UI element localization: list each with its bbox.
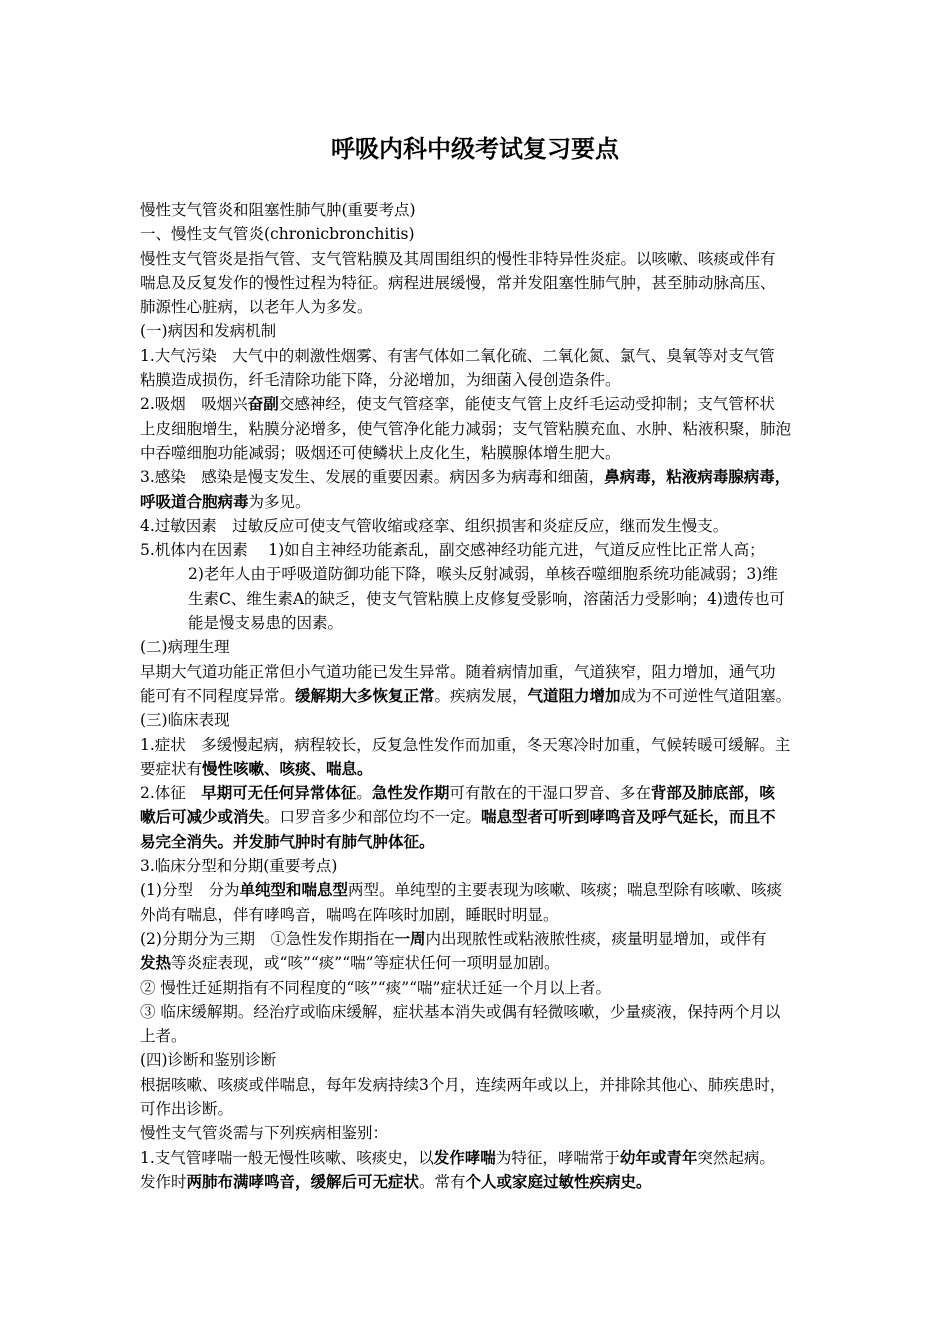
bold-text: 急性发作期 (371, 783, 450, 803)
text-segment: 。 (356, 784, 372, 803)
text-line (140, 1073, 820, 1097)
text-segment: 生素C、维生素A的缺乏，使支气管粘膜上皮修复受影响，溶菌活力受影响；4)遗传也可 (188, 589, 785, 608)
text-segment: 2.体征 (140, 784, 202, 803)
text-line (140, 611, 820, 635)
text-segment: 粘膜造成损伤，纤毛清除功能下降，分泌增加，为细菌入侵创造条件。 (140, 371, 621, 390)
text-segment: 外尚有喘息，伴有哮鸣音，喘鸣在阵咳时加剧，睡眠时明显。 (140, 905, 559, 924)
bold-text: 易完全消失。并发肺气肿时有肺气肿体征。 (140, 831, 435, 851)
text-line (140, 757, 820, 781)
text-segment: 交感神经，使支气管痉挛，能使支气管上皮纤毛运动受抑制；支气管杯状 (278, 395, 775, 414)
text-segment: 肺源性心脏病，以老年人为多发。 (140, 298, 373, 317)
text-line (140, 1170, 820, 1194)
text-line (140, 538, 820, 562)
text-segment: 发作时 (140, 1172, 187, 1191)
text-line (140, 368, 820, 392)
text-line (140, 878, 820, 902)
text-line (140, 660, 820, 684)
text-line (140, 441, 820, 465)
text-line (140, 805, 820, 829)
text-line (140, 247, 820, 271)
text-segment: (四)诊断和鉴别诊断 (140, 1051, 277, 1070)
text-line (140, 708, 820, 732)
document-body (140, 198, 820, 1194)
text-segment: ③ 临床缓解期。经治疗或临床缓解，症状基本消失或偶有轻微咳嗽，少量痰液，保持两个月以 (140, 1002, 781, 1021)
text-segment: 突然起病。 (697, 1148, 775, 1167)
text-line (140, 1097, 820, 1121)
text-segment: 。常有 (419, 1172, 466, 1191)
bold-text: 单纯型和喘息型 (239, 880, 348, 900)
text-line (140, 344, 820, 368)
text-segment: 成为不可逆性气道阻塞。 (620, 686, 792, 705)
bold-text: 喘息型者可听到哮鸣音及呼气延长，而且不 (481, 807, 776, 827)
text-line (140, 465, 820, 489)
text-line (140, 1121, 820, 1145)
text-line (140, 514, 820, 538)
bold-text: 慢性咳嗽、咳痰、喘息。 (202, 758, 373, 778)
bold-text: 个人或家庭过敏性疾病史。 (465, 1171, 652, 1191)
text-segment: 能是慢支易患的因素。 (188, 614, 344, 633)
text-segment: 慢性支气管炎是指气管、支气管粘膜及其周围组织的慢性非特异性炎症。以咳嗽、咳痰或伴有 (140, 249, 776, 268)
text-segment: 1.症状 多缓慢起病，病程较长，反复急性发作而加重，冬天寒冷时加重，气候转暖可缓解。主 (140, 735, 791, 754)
text-segment: 慢性支气管炎和阻塞性肺气肿(重要考点) (140, 201, 416, 219)
text-segment: 可作出诊断。 (140, 1099, 234, 1118)
text-line (140, 295, 820, 319)
text-segment: (一)病因和发病机制 (140, 322, 277, 341)
text-segment: 2.吸烟 吸烟兴 (140, 395, 248, 414)
text-segment: 中吞噬细胞功能减弱；吸烟还可使鳞状上皮化生，粘膜腺体增生肥大。 (140, 443, 621, 462)
bold-text: 嗽后可减少或消失 (140, 807, 265, 827)
bold-text: 发热 (140, 953, 172, 973)
bold-text: 一周 (394, 928, 426, 948)
text-segment: (三)临床表现 (140, 711, 230, 730)
text-line (140, 830, 820, 854)
text-line (140, 854, 820, 878)
bold-text: 气道阻力增加 (527, 685, 621, 705)
bold-text: 幼年或青年 (619, 1147, 698, 1167)
text-line (140, 319, 820, 343)
text-segment: 。口罗音多少和部位均不一定。 (264, 808, 482, 827)
bold-text: 缓解期大多恢复正常 (295, 685, 435, 705)
text-segment: 慢性支气管炎需与下列疾病相鉴别： (140, 1124, 389, 1143)
text-line (140, 392, 820, 416)
bold-text: 早期可无任何异常体征 (201, 783, 357, 803)
text-line (140, 222, 820, 246)
text-segment: 可有散在的干湿口罗音、多在 (449, 784, 651, 803)
text-segment: 要症状有 (140, 759, 203, 778)
text-line (140, 1024, 820, 1048)
text-line (140, 976, 820, 1000)
document-title: 呼吸内科中级考试复习要点 (331, 134, 619, 163)
bold-text: 奋副 (247, 394, 279, 414)
text-line (140, 271, 820, 295)
text-segment: 根据咳嗽、咳痰或伴喘息，每年发病持续3个月，连续两年或以上，并排除其他心、肺疾患时， (140, 1075, 786, 1094)
text-segment: 5.机体内在因素 1)如自主神经功能紊乱，副交感神经功能亢进，气道反应性比正常人高； (140, 541, 765, 560)
text-line (140, 951, 820, 975)
text-segment: 上皮细胞增生，粘膜分泌增多，使气管净化能力减弱；支气管粘膜充血、水肿、粘液积聚，肺泡 (140, 419, 792, 438)
bold-text: 两肺布满哮鸣音，缓解后可无症状 (186, 1171, 420, 1191)
text-segment: 能可有不同程度异常。 (140, 686, 296, 705)
text-segment: (2)分期分为三期 ①急性发作期指在 (140, 929, 395, 948)
text-segment: (二)病理生理 (140, 638, 230, 657)
text-segment: 4.过敏因素 过敏反应可使支气管收缩或痉挛、组织损害和炎症反应，继而发生慢支。 (140, 516, 729, 535)
text-line (140, 490, 820, 514)
text-segment: 1.支气管哮喘一般无慢性咳嗽、咳痰史，以 (140, 1148, 434, 1167)
text-line (140, 587, 820, 611)
text-segment: 2)老年人由于呼吸道防御功能下降，喉头反射减弱，单核吞噬细胞系统功能减弱；3)维 (188, 565, 778, 584)
text-line (140, 562, 820, 586)
bold-text: 呼吸道合胞病毒 (140, 491, 249, 511)
text-line (140, 927, 820, 951)
bold-text: 鼻病毒，粘液病毒腺病毒， (604, 467, 791, 487)
bold-text: 背部及肺底部，咳 (650, 783, 775, 803)
text-segment: ② 慢性迁延期指有不同程度的“咳”“痰”“喘”症状迁延一个月以上者。 (140, 978, 611, 997)
text-line (140, 684, 820, 708)
text-line (140, 198, 820, 222)
text-segment: 为特征，哮喘常于 (495, 1148, 620, 1167)
text-segment: 等炎症表现，或“咳”“痰”“喘”等症状任何一项明显加剧。 (171, 954, 560, 973)
text-line (140, 781, 820, 805)
text-segment: 为多见。 (248, 492, 311, 511)
text-line (140, 903, 820, 927)
text-segment: 一、慢性支气管炎(chronicbronchitis) (140, 225, 415, 244)
text-segment: 。疾病发展， (434, 686, 528, 705)
text-segment: 上者。 (140, 1027, 187, 1046)
text-line (140, 635, 820, 659)
text-line (140, 1146, 820, 1170)
text-segment: 3.临床分型和分期(重要考点) (140, 857, 338, 876)
text-segment: 两型。单纯型的主要表现为咳嗽、咳痰；喘息型除有咳嗽、咳痰 (347, 881, 782, 900)
text-line (140, 1048, 820, 1072)
text-segment: (1)分型 分为 (140, 881, 240, 900)
text-segment: 早期大气道功能正常但小气道功能已发生异常。随着病情加重，气道狭窄，阻力增加，通气功 (140, 662, 776, 681)
text-line (140, 1000, 820, 1024)
text-line (140, 417, 820, 441)
text-segment: 喘息及反复发作的慢性过程为特征。病程进展缓慢，常并发阻塞性肺气肿，甚至肺动脉高压、 (140, 273, 776, 292)
text-segment: 1.大气污染 大气中的刺激性烟雾、有害气体如二氧化硫、二氧化氮、氯气、臭氧等对支气管 (140, 346, 775, 365)
text-segment: 3.感染 感染是慢支发生、发展的重要因素。病因多为病毒和细菌， (140, 468, 605, 487)
bold-text: 发作哮喘 (433, 1147, 496, 1167)
text-line (140, 733, 820, 757)
text-segment: 内出现脓性或粘液脓性痰，痰量明显增加，或伴有 (425, 929, 767, 948)
